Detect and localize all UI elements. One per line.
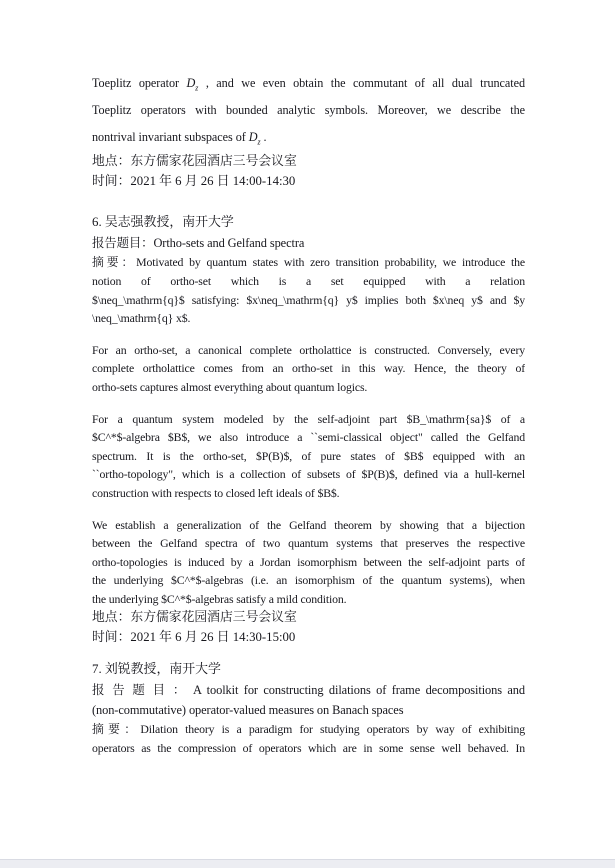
talk6-abstract-p2: [92, 341, 525, 397]
toeplitz-continuation-paragraph: [92, 70, 525, 150]
talk6-abstract-p4-line-5: [92, 590, 525, 609]
talk6-abstract-p1-line-4: [92, 309, 525, 328]
text-run: For a quantum system modeled by the self-adjoint part $B_\mathrm{sa}$ of a: [92, 411, 525, 426]
text-run: 地点：东方儒家花园酒店三号会议室: [92, 154, 297, 169]
text-run: , and we even obtain the commutant of all dual truncated: [198, 76, 525, 90]
talk7-heading: [92, 659, 525, 680]
talk6-heading-line-1: [92, 212, 525, 233]
talk6-heading: [92, 212, 525, 233]
text-run: We establish a generalization of the Gelfand theorem by showing that a bijection: [92, 517, 525, 532]
text-run: Toeplitz operators with bounded analytic symbols. Moreover, we describe the: [92, 102, 525, 117]
talk6-title: [92, 233, 525, 253]
talk6-abstract-p2-line-2: [92, 359, 525, 378]
toeplitz-continuation-paragraph-line-2: [92, 97, 525, 124]
talk6-abstract-p4-line-4: [92, 571, 525, 590]
talk6-abstract-p4: [92, 516, 525, 609]
text-run: (non-commutative) operator-valued measures on Banach spaces: [92, 703, 404, 718]
text-run: $\neq_\mathrm{q}$ satisfying: $x\neq_\mathrm{q} y$ implies both $x\neq y$ and $y: [92, 292, 525, 307]
text-run: the underlying $C^*$-algebras satisfy a mild condition.: [92, 591, 347, 606]
toeplitz-continuation-paragraph-line-1: [92, 70, 525, 97]
text-run: 6. 吴志强教授，南开大学: [92, 215, 234, 230]
talk6-abstract-p4-line-2: [92, 534, 525, 553]
talk7-abstract-p1-line-2: [92, 739, 525, 758]
talk6-abstract-p1-line-2: [92, 272, 525, 291]
text-run: nontrival invariant subspaces of: [92, 129, 249, 144]
text-run: For an ortho-set, a canonical complete ortholattice is constructed. Conversely, every: [92, 342, 525, 357]
talk7-venue-time-line-2: [92, 628, 525, 648]
talk6-abstract-p4-line-1: [92, 516, 525, 535]
talk6-abstract-p1-line-1: [92, 253, 525, 272]
text-run: 时间：2021 年 6 月 26 日 14:30-15:00: [92, 629, 296, 644]
talk7-title: [92, 680, 525, 720]
talk6-abstract-p3-line-2: [92, 428, 525, 447]
text-run: spectrum. It is the ortho-set, $P(B)$, of pure states of $B$ equipped with an: [92, 448, 525, 463]
text-run: $C^*$-algebra $B$, we also introduce a ``semi-classical object" called the Gelfand: [92, 430, 525, 445]
talk6-abstract-p4-line-3: [92, 553, 525, 572]
talk7-title-line-2: [92, 700, 525, 720]
talk6-abstract-p2-line-1: [92, 341, 525, 360]
talk6-abstract-p1: [92, 253, 525, 327]
text-run: Toeplitz operator: [92, 76, 187, 90]
text-run: 时间：2021 年 6 月 26 日 14:00-14:30: [92, 173, 296, 188]
talk7-abstract-p1-line-1: [92, 720, 525, 739]
text-run: 摘要：Dilation theory is a paradigm for studying operators by way of exhibiting: [92, 722, 525, 737]
talk6-abstract-p1-line-3: [92, 291, 525, 310]
text-run: .: [260, 129, 267, 144]
talk6-venue-time-line-1: [92, 152, 525, 172]
text-run: 摘要：Motivated by quantum states with zero transition probability, we introduce the: [92, 255, 525, 270]
text-run: notion of ortho-set which is a set equipped with a relation: [92, 273, 525, 288]
talk6-abstract-p3-line-3: [92, 447, 525, 466]
toeplitz-continuation-paragraph-line-3: [92, 124, 525, 151]
talk7-venue-time: [92, 608, 525, 647]
text-run: 报告题目：Ortho-sets and Gelfand spectra: [92, 236, 305, 251]
math-variable: D: [186, 76, 196, 90]
math-variable: D: [248, 129, 258, 144]
text-run: ``ortho-topology", which is a collection of subsets of $P(B)$, defined via a hull-kernel: [92, 467, 525, 482]
talk6-title-line-1: [92, 233, 525, 253]
math-subscript: z: [257, 137, 261, 147]
talk7-title-line-1: [92, 680, 525, 700]
text-run: \neq_\mathrm{q} x$.: [92, 311, 191, 326]
talk7-venue-time-line-1: [92, 608, 525, 628]
text-run: the underlying $C^*$-algebras (i.e. an isomorphism of the quantum systems), when: [92, 573, 525, 588]
document-content: [92, 70, 525, 758]
text-run: construction with respects to closed left ideals of $B$.: [92, 485, 340, 500]
text-run: between the Gelfand spectra of two quantum systems that preserves the respective: [92, 536, 525, 551]
talk6-abstract-p3-line-1: [92, 410, 525, 429]
page-gap-strip: [0, 859, 615, 868]
talk6-abstract-p3: [92, 410, 525, 503]
text-run: 报 告 题 目 ： A toolkit for constructing dilations of frame decompositions and: [92, 683, 525, 698]
text-run: complete ortholattice comes from an ortho-set in this way. Hence, the theory of: [92, 361, 525, 376]
math-subscript: z: [195, 83, 199, 93]
talk6-venue-time: [92, 152, 525, 191]
talk7-heading-line-1: [92, 659, 525, 680]
talk6-abstract-p3-line-4: [92, 465, 525, 484]
text-run: 7. 刘锐教授，南开大学: [92, 662, 221, 677]
talk7-abstract-p1: [92, 720, 525, 757]
talk6-abstract-p3-line-5: [92, 484, 525, 503]
text-run: ortho-topologies is induced by a Jordan isomorphism between the self-adjoint parts of: [92, 554, 525, 569]
text-run: operators as the compression of operators which are in some sense well behaved. In: [92, 741, 525, 756]
talk6-abstract-p2-line-3: [92, 378, 525, 397]
text-run: 地点：东方儒家花园酒店三号会议室: [92, 610, 297, 625]
text-run: ortho-sets captures almost everything about quantum logics.: [92, 379, 368, 394]
talk6-venue-time-line-2: [92, 172, 525, 192]
